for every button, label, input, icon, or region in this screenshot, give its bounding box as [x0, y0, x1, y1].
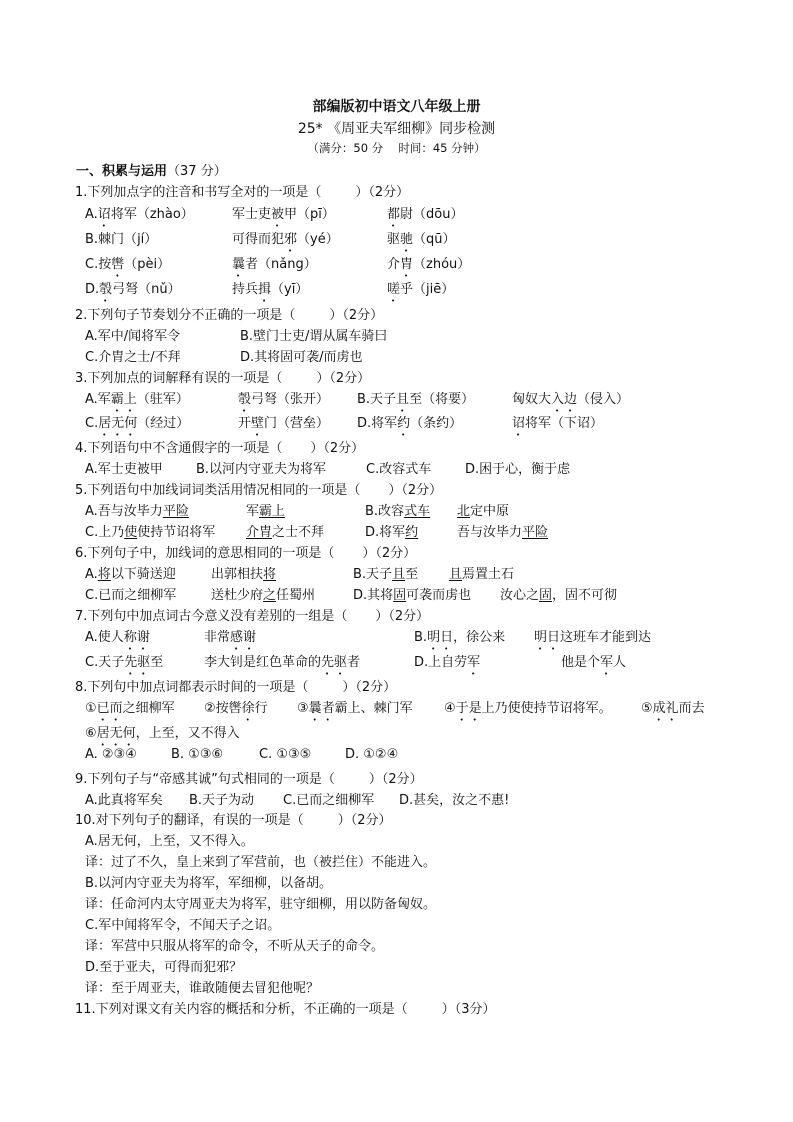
option-a: A.军士吏被甲: [85, 462, 163, 477]
question-stem: 4.下列语句中不含通假字的一项是（: [75, 441, 283, 456]
option-b2: 且焉置土石: [449, 567, 515, 582]
translation-line: 译：过了不久，皇上来到了军营前，也（被拦住）不能进入。: [85, 855, 437, 870]
translation-line: 译：任命河内太守周亚夫为将军，驻守细柳，用以防备匈奴。: [85, 897, 437, 912]
question-points: ）（2分）: [310, 441, 365, 456]
item-5: ⑤成礼而去: [641, 701, 705, 716]
option-b1: B.改容式车: [365, 504, 431, 519]
question-3: [75, 367, 370, 386]
option-d2: 持兵揖（yī）: [232, 282, 309, 297]
document-title: 部编版初中语文八年级上册: [312, 99, 481, 115]
question-points: ）（2分）: [388, 483, 443, 498]
question-6: [75, 542, 416, 561]
option-a1: A.诏将军（zhào）: [85, 207, 194, 222]
option-c: C. ①③⑤: [259, 747, 312, 762]
option-c1: C.天子先驱至: [85, 655, 164, 670]
question-points: ）（2分）: [342, 680, 397, 695]
translation-line: A.居无何，上至，又不得入。: [85, 834, 254, 849]
question-stem: 3.下列加点的词解释有误的一项是（: [75, 371, 283, 386]
option-d: D. ①②④: [345, 747, 399, 762]
option-d1: D.上自劳军: [414, 655, 481, 670]
option-d: D.甚矣，汝之不惠!: [399, 793, 510, 808]
translation-line: 译：至于周亚夫，谁敢随便去冒犯他呢？: [85, 981, 320, 996]
item-3: ③曩者霸上、棘门军: [297, 701, 413, 716]
item-1: ①已而之细柳军: [85, 701, 175, 716]
question-7: [75, 605, 429, 624]
option-a3: 都尉（dōu）: [387, 207, 464, 222]
option-a2: 出郭相扶将: [211, 567, 277, 582]
option-b3: 驱驰（qū）: [387, 232, 456, 247]
option-d: D.其将固可袭/而虏也: [240, 350, 363, 365]
option-c1: C.上乃使使持节诏将军: [85, 525, 216, 540]
option-c2: 李大钊是红色革命的先驱者: [204, 655, 361, 670]
option-b2: 匈奴大入边（侵入）: [512, 392, 630, 407]
option-a: A.此真将军矣: [85, 793, 163, 808]
option-a1: A.吾与汝毕力平险: [85, 504, 189, 519]
question-points: ）（3分）: [441, 1002, 496, 1017]
option-d1: D.将军约: [365, 525, 419, 540]
option-b: B. ①③⑥: [171, 747, 224, 762]
option-b: B.天子为动: [189, 793, 255, 808]
option-b2: 北定中原: [457, 504, 510, 519]
option-c1: C.居无何（经过）: [85, 416, 190, 431]
question-5: [75, 479, 442, 498]
translation-line: D.至于亚夫，可得而犯邪？: [85, 960, 243, 975]
option-b2: 可得而犯邪（yé）: [232, 232, 339, 247]
option-c1: C.已而之细柳军: [85, 588, 177, 603]
section-heading: [76, 160, 227, 179]
question-points: ）（2分）: [316, 371, 371, 386]
option-a2: 彀弓弩（张开）: [238, 392, 330, 407]
option-c3: 介胄（zhóu）: [387, 257, 471, 272]
question-4: [75, 437, 364, 456]
option-d2: 汝心之固，固不可彻: [500, 588, 618, 603]
translation-line: C.军中闻将军令，不闻天子之诏。: [85, 918, 281, 933]
section-points: （37 分）: [167, 164, 227, 179]
option-a2: 军士吏被甲（pī）: [232, 207, 335, 222]
option-a: A.军中/闻将军令: [85, 329, 181, 344]
translation-line: 译：军营中只服从将军的命令，不听从天子的命令。: [85, 939, 385, 954]
question-11: [75, 998, 495, 1017]
option-d1: D.其将固可袭而虏也: [353, 588, 472, 603]
item-4: ④于是上乃使使持节诏将军。: [444, 701, 612, 716]
item-2: ②按辔徐行: [204, 701, 268, 716]
question-points: ）（2分）: [337, 813, 392, 828]
question-9: [75, 768, 423, 787]
option-a1: A.军霸上（驻军）: [85, 392, 189, 407]
option-a: A. ②③④: [85, 747, 137, 762]
question-stem: 11.下列对课文有关内容的概括和分析，不正确的一项是（: [75, 1002, 408, 1017]
translation-line: B.以河内守亚夫为将军，军细柳，以备胡。: [85, 876, 333, 891]
option-c2: 介胄之士不拜: [246, 525, 325, 540]
option-a1: A.使人称谢: [85, 630, 150, 645]
question-2: [75, 304, 383, 323]
question-stem: 6.下列句子中，加线词的意思相同的一项是（: [75, 546, 335, 561]
option-a2: 军霸上: [246, 504, 286, 519]
option-d2: 他是个军人: [561, 655, 627, 670]
question-points: ）（2分）: [355, 185, 410, 200]
document-subtitle: 25* 《周亚夫军细柳》同步检测: [297, 121, 496, 137]
item-6: ⑥居无何，上至，又不得入: [85, 726, 240, 741]
question-10: [75, 809, 391, 828]
question-stem: 5.下列语句中加线词词类活用情况相同的一项是（: [75, 483, 361, 498]
option-d2: 诏将军（下诏）: [512, 416, 604, 431]
option-d1: D.彀弓弩（nǔ）: [85, 282, 181, 297]
option-d2: 吾与汝毕力平险: [457, 525, 549, 540]
option-d: D.困于心，衡于虑: [465, 462, 571, 477]
option-a1: A.将以下骑送迎: [85, 567, 176, 582]
option-c: C.改容式车: [366, 462, 432, 477]
score-time-info: （满分：50 分 时间：45 分钟）: [307, 141, 486, 155]
question-stem: 7.下列句中加点词古今意义没有差别的一组是（: [75, 609, 348, 624]
question-stem: 2.下列句子节奏划分不正确的一项是（: [75, 308, 296, 323]
option-d3: 嗟乎（jiē）: [387, 282, 455, 297]
option-d1: D.将军约（条约）: [357, 416, 463, 431]
question-points: ）（2分）: [362, 546, 417, 561]
option-b2: 明日这班车才能到达: [534, 630, 652, 645]
option-b1: B.棘门（jí）: [85, 232, 158, 247]
question-stem: 9.下列句子与“帝感其诚”句式相同的一项是（: [75, 772, 335, 787]
option-c: C.已而之细柳军: [283, 793, 375, 808]
option-b1: B.天子且至（将要）: [357, 392, 475, 407]
question-8: [75, 676, 396, 695]
option-c: C.介胄之士/不拜: [85, 350, 181, 365]
question-points: ）（2分）: [368, 772, 423, 787]
question-stem: 8.下列句中加点词都表示时间的一项是（: [75, 680, 309, 695]
question-points: ）（2分）: [329, 308, 384, 323]
option-b1: B.明日，徐公来: [414, 630, 506, 645]
question-points: ）（2分）: [375, 609, 430, 624]
option-b1: B.天子且至: [353, 567, 419, 582]
question-1: [75, 181, 409, 200]
option-b: B.壁门士吏/谓从属车骑曰: [240, 329, 388, 344]
question-stem: 1.下列加点字的注音和书写全对的一项是（: [75, 185, 322, 200]
option-c2: 开壁门（营垒）: [238, 416, 330, 431]
option-b: B.以河内守亚夫为将军: [196, 462, 327, 477]
option-a2: 非常感谢: [204, 630, 257, 645]
question-stem: 10.对下列句子的翻译，有误的一项是（: [75, 813, 304, 828]
option-c1: C.按辔（pèi）: [85, 257, 171, 272]
section-title: 一、积累与运用: [76, 164, 168, 179]
option-c2: 送杜少府之任蜀州: [211, 588, 316, 603]
option-c2: 曩者（nǎng）: [232, 257, 317, 272]
